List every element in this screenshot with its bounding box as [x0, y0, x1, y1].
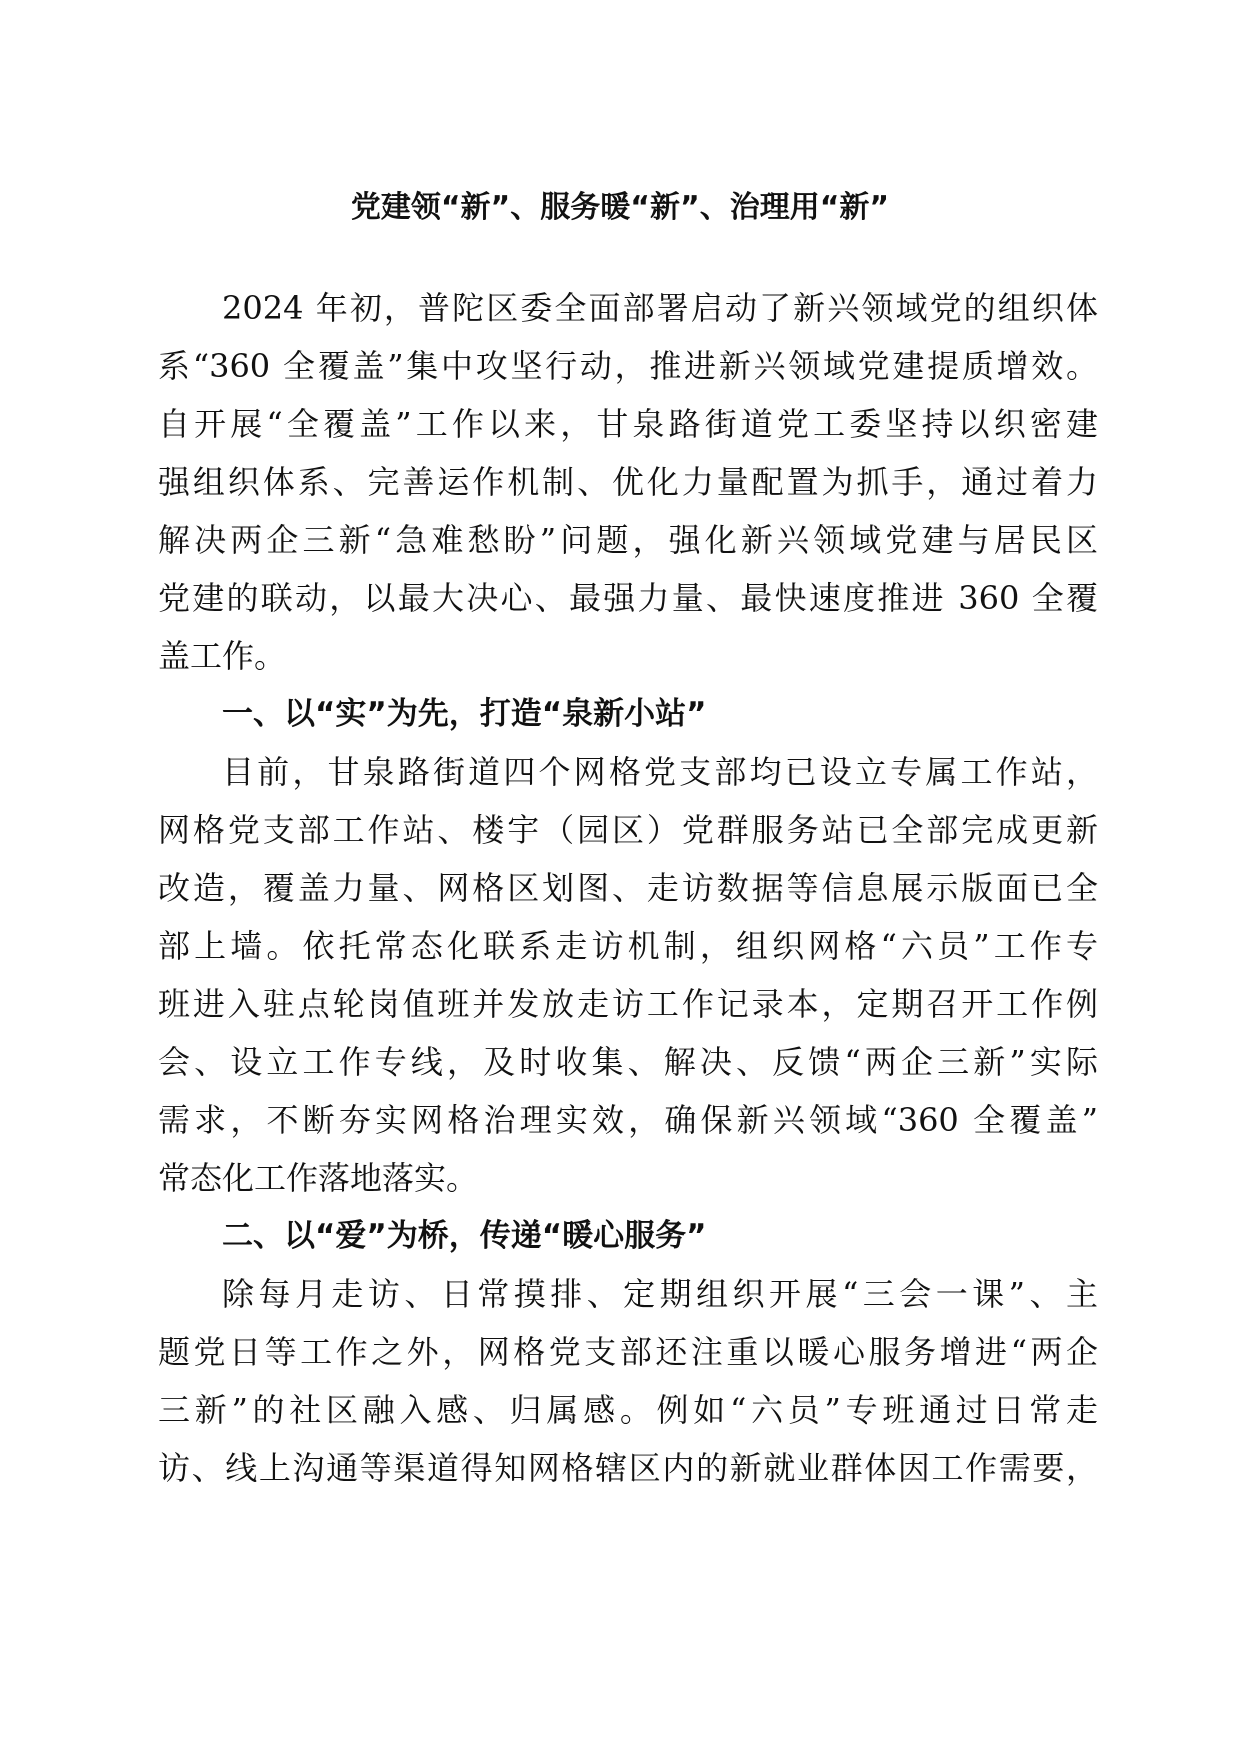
section-2-line-3: 三新”的社区融入感、归属感。例如“六员”专班通过日常走: [158, 1391, 1098, 1429]
section-2-heading: 二、以“爱”为桥，传递“暖心服务”: [222, 1218, 707, 1254]
section-1-line-7: 需求，不断夯实网格治理实效，确保新兴领域“360 全覆盖”: [158, 1101, 1098, 1139]
section-2-line-2: 题党日等工作之外，网格党支部还注重以暖心服务增进“两企: [158, 1333, 1098, 1371]
section-1-line-6: 会、设立工作专线，及时收集、解决、反馈“两企三新”实际: [158, 1043, 1098, 1081]
document-title: 党建领“新”、服务暖“新”、治理用“新”: [350, 190, 890, 225]
intro-line-5: 解决两企三新“急难愁盼”问题，强化新兴领域党建与居民区: [158, 521, 1098, 559]
section-1-line-4: 部上墙。依托常态化联系走访机制，组织网格“六员”工作专: [158, 927, 1098, 965]
section-1-line-5: 班进入驻点轮岗值班并发放走访工作记录本，定期召开工作例: [158, 985, 1098, 1023]
section-2-line-4: 访、线上沟通等渠道得知网格辖区内的新就业群体因工作需要，: [158, 1449, 1098, 1487]
intro-line-3: 自开展“全覆盖”工作以来，甘泉路街道党工委坚持以织密建: [158, 405, 1098, 443]
section-1-line-2: 网格党支部工作站、楼宇（园区）党群服务站已全部完成更新: [158, 811, 1098, 849]
section-2-line-1: 除每月走访、日常摸排、定期组织开展“三会一课”、主: [222, 1275, 1098, 1313]
section-1-line-3: 改造，覆盖力量、网格区划图、走访数据等信息展示版面已全: [158, 869, 1098, 907]
section-1-line-8: 常态化工作落地落实。: [158, 1159, 479, 1197]
section-1-heading: 一、以“实”为先，打造“泉新小站”: [222, 696, 707, 732]
intro-line-1: 2024 年初，普陀区委全面部署启动了新兴领域党的组织体: [222, 289, 1098, 327]
intro-line-4: 强组织体系、完善运作机制、优化力量配置为抓手，通过着力: [158, 463, 1098, 501]
intro-line-6: 党建的联动，以最大决心、最强力量、最快速度推进 360 全覆: [158, 579, 1098, 617]
section-1-line-1: 目前，甘泉路街道四个网格党支部均已设立专属工作站，: [222, 753, 1098, 791]
intro-line-7: 盖工作。: [158, 637, 287, 675]
intro-line-2: 系“360 全覆盖”集中攻坚行动，推进新兴领域党建提质增效。: [158, 347, 1098, 385]
